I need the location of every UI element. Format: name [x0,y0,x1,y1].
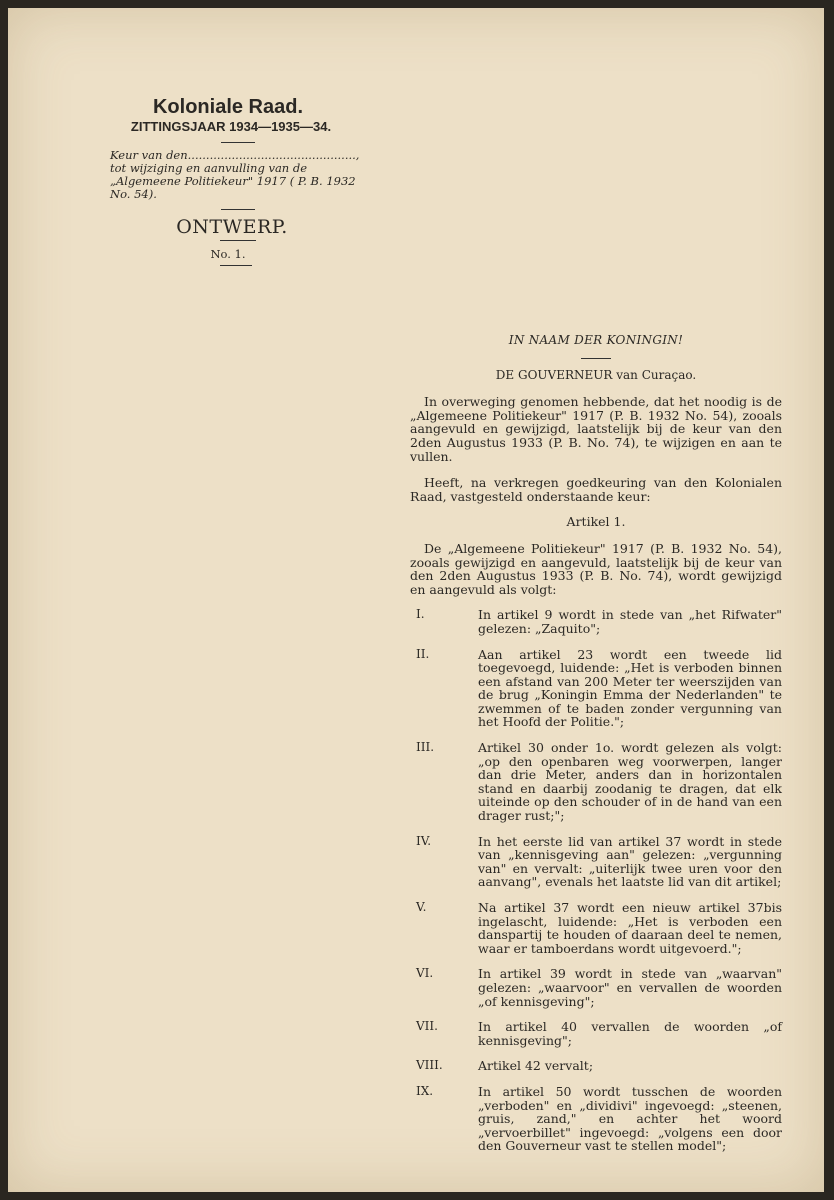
list-item [410,967,782,1008]
header-block [108,96,368,266]
document-number: No. 1. [210,247,246,261]
article-intro-paragraph: De „Algemeene Politiekeur" 1917 (P. B. 1932 No. 54), zooals gewijzigd en aangevuld, laatstelijk bij de keur van den 2den Augustus 1933 (P. B. No. 74), wordt gewijzigd en aangevuld als volgt: [410,540,782,597]
preamble-paragraph: In overweging genomen hebbende, dat het noodig is de „Algemeene Politiekeur" 1917 (P. B. 1932 No. 54), zooals aangevuld en gewijzigd, laatstelijk bij de keur van den 2den Augustus 1933 (P. B. No. 74), te wijzigen en aan te vullen. [410,394,782,464]
divider [581,358,611,359]
item-number: II. [416,646,430,661]
item-text: Artikel 30 onder 1o. wordt gelezen als volgt: „op den openbaren weg voorwerpen, langer dan drie Meter, anders dan in horizontalen stand en daarbij zoodanig te dragen, dat elk uiteinde op den schouder of in de hand van een drager rust;"; [478,740,782,824]
item-number: I. [416,607,425,622]
approval-paragraph: Heeft, na verkregen goedkeuring van den Kolonialen Raad, vastgesteld onderstaande keur: [410,475,782,504]
item-text: Aan artikel 23 wordt een tweede lid toegevoegd, luidende: „Het is verboden binnen een afstand van 200 Meter ter weerszijden van de brug „Koningin Emma der Nederlanden" te zwemmen of te baden zonder vergunning van het Hoofd der Politie."; [478,646,782,730]
list-item [410,1020,782,1047]
item-number: III. [416,740,435,755]
item-number: VII. [416,1019,438,1034]
list-item [410,608,782,635]
article-title: Artikel 1. [566,514,626,530]
decree-body [410,334,782,1165]
item-text: In artikel 50 wordt tusschen de woorden „verboden" en „dividivi" ingevoegd: „steenen, gruis, zand," en achter het woord „vervoerbillet" ingevoegd: „volgens een door den Gouverneur vast te stellen model"; [478,1083,782,1154]
item-text: Artikel 42 vervalt; [478,1058,594,1074]
list-item [410,1085,782,1153]
list-item [410,741,782,823]
item-text: In artikel 40 vervallen de woorden „of kennisgeving"; [478,1019,782,1048]
item-number: VI. [416,966,434,981]
list-item [410,901,782,955]
item-number: IV. [416,833,432,848]
document-page [8,8,824,1192]
item-text: In artikel 39 wordt in stede van „waarvan" gelezen: „waarvoor" en vervallen de woorden „of kennisgeving"; [478,966,782,1009]
item-text: In artikel 9 wordt in stede van „het Rifwater" gelezen: „Zaquito"; [478,607,782,636]
governor-line: DE GOUVERNEUR van Curaçao. [495,367,697,382]
divider [221,142,255,143]
list-item [410,1059,782,1073]
royal-heading: IN NAAM DER KONINGIN! [508,333,684,347]
item-number: V. [416,900,427,914]
divider [220,240,256,241]
item-text: In het eerste lid van artikel 37 wordt in stede van „kennisgeving aan" gelezen: „vergunning van" en vervalt: „uiterlijk twee uren voor den aanvang", evenals het laatste lid van dit artikel; [478,833,782,890]
amendment-list [410,608,782,1153]
list-item [410,648,782,730]
item-text: Na artikel 37 wordt een nieuw artikel 37bis ingelascht, luidende: „Het is verboden een danspartij te houden of daaraan deel te nemen, waar er tamboerdans wordt uitgevoerd."; [478,900,782,956]
divider [221,209,255,210]
divider [220,265,252,266]
list-item [410,835,782,889]
session-year: ZITTINGSJAAR 1934—1935—34. [130,119,332,134]
keur-description: Keur van den.............................................., tot wijziging en aanvulling van de „Algemeene Politiekeur" 1917 ( P. B. 1932 No. 54). [110,148,360,201]
item-number: VIII. [416,1058,443,1073]
item-number: IX. [416,1083,434,1098]
draft-label: ONTWERP. [176,216,288,238]
council-title: Koloniale Raad. [152,96,304,118]
